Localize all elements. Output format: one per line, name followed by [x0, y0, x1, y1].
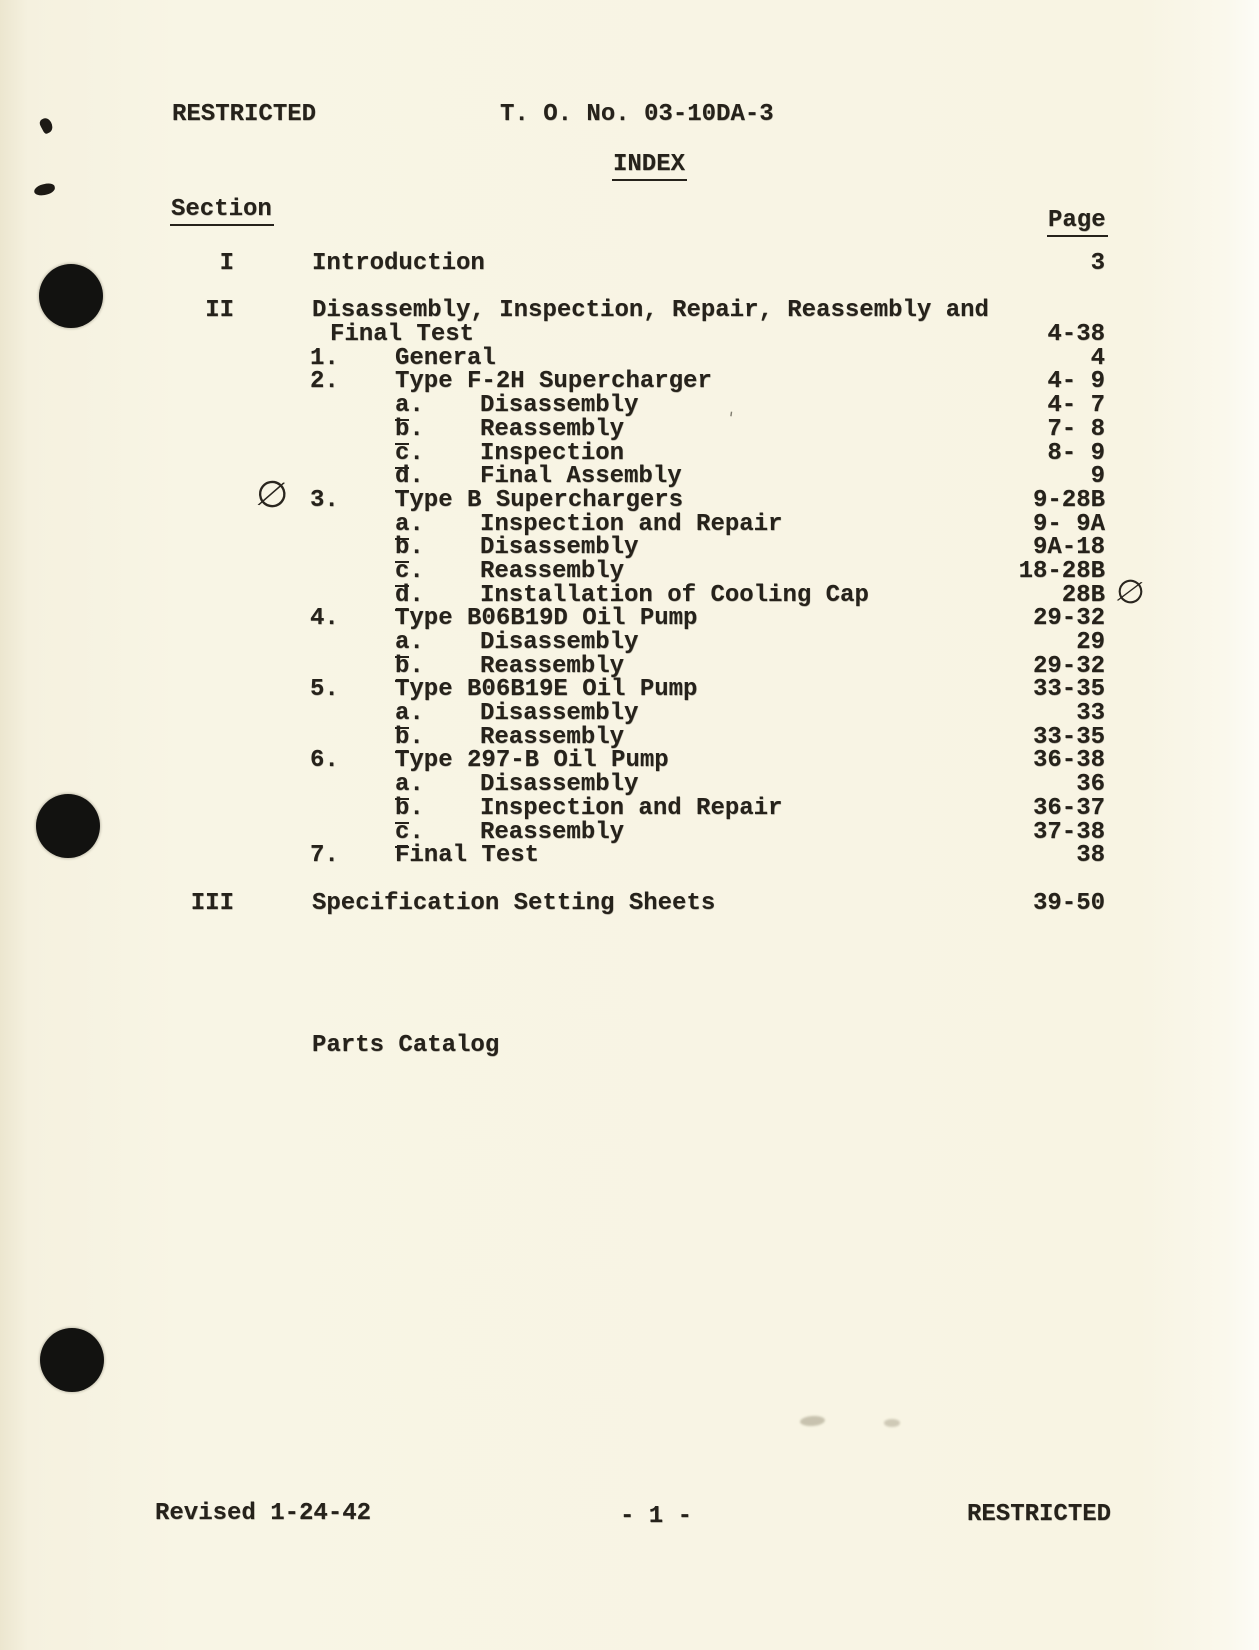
index-row: [170, 678, 1105, 702]
index-row: [170, 370, 1105, 394]
index-row: [170, 794, 1105, 822]
item-letter: b.: [395, 723, 424, 751]
page-ref: 28B: [1061, 581, 1105, 609]
index-entry: [310, 678, 975, 702]
page-ref: 4- 7: [1047, 392, 1105, 420]
index-entry: [310, 607, 975, 631]
index-row: [170, 252, 1105, 276]
index-blank-row: [170, 963, 1105, 987]
page-ref: 9-28B: [1032, 486, 1105, 514]
section-numeral: [170, 702, 310, 726]
page-column-header: Page: [1047, 209, 1108, 237]
item-letter: b.: [395, 652, 424, 680]
index-entry: [310, 844, 975, 868]
index-entry: [310, 818, 975, 846]
index-row: [170, 723, 1105, 751]
item-title: General: [395, 344, 496, 372]
item-title: Introduction: [312, 250, 485, 277]
item-number: 5.: [310, 676, 339, 704]
item-letter-char: a: [395, 392, 410, 420]
index-row: [170, 652, 1105, 680]
item-title: Reassembly: [480, 652, 625, 680]
classification-top: RESTRICTED: [172, 101, 317, 128]
page-ref: 3: [1090, 250, 1105, 277]
item-letter-char: b: [395, 415, 410, 443]
page-ref: 36-38: [1032, 747, 1105, 775]
hole-punch-middle: [36, 794, 100, 858]
index-row: [170, 510, 1105, 538]
index-row: [170, 702, 1105, 726]
index-row: [170, 749, 1105, 773]
index-row: [170, 394, 1105, 418]
page-ref: 39-50: [1032, 889, 1105, 917]
index-row: [170, 465, 1105, 489]
item-letter-char: a: [395, 771, 410, 799]
item-letter-char: b: [395, 534, 410, 562]
index-row: [170, 323, 1105, 347]
index-row: [170, 844, 1105, 868]
index-row: [170, 1031, 1105, 1059]
item-title: Disassembly: [480, 392, 639, 420]
smudge-mark-2: [884, 1419, 900, 1427]
item-letter-char: a: [395, 700, 410, 728]
page-ref: 29-32: [1032, 605, 1105, 633]
item-title: Disassembly: [480, 534, 639, 562]
item-letter: c.: [395, 439, 424, 467]
item-title: Type 297-B Oil Pump: [395, 747, 669, 775]
item-letter-char: b: [395, 652, 410, 680]
item-letter: a.: [395, 510, 424, 538]
section-numeral: [170, 726, 310, 750]
index-entry: [310, 394, 975, 418]
page-title-wrap: [612, 153, 687, 181]
index-entry: [310, 749, 975, 773]
handwritten-phi-mark: ∅: [1111, 568, 1150, 614]
item-letter: a.: [395, 700, 424, 728]
item-letter-char: d: [395, 463, 410, 491]
section-numeral: [170, 323, 310, 347]
section-numeral: [170, 821, 310, 845]
section-numeral: [170, 844, 310, 868]
index-blank-row: [170, 939, 1105, 963]
index-row: [170, 818, 1105, 846]
page-ref: 29-32: [1032, 652, 1105, 680]
item-title: Reassembly: [480, 557, 625, 585]
item-title: Disassembly: [480, 771, 639, 799]
classification-bottom: RESTRICTED: [967, 1501, 1112, 1528]
page-column-header-wrap: [1047, 209, 1108, 237]
item-title: Disassembly: [480, 700, 639, 728]
page-ref: 29: [1076, 629, 1105, 656]
item-title: Reassembly: [480, 723, 625, 751]
doc-number: T. O. No. 03-10DA-3: [500, 101, 774, 128]
item-letter-char: c: [395, 557, 410, 585]
item-letter-char: b: [395, 723, 410, 751]
page-ref: 33: [1076, 700, 1105, 728]
index-blank-row: [170, 915, 1105, 939]
section-numeral: [170, 489, 310, 513]
section-column-header-wrap: [170, 198, 274, 226]
index-entry: [310, 252, 975, 276]
section-numeral: [170, 631, 310, 655]
section-column-header: Section: [170, 198, 274, 226]
index-entry: [310, 889, 975, 917]
index-entry: [310, 510, 975, 538]
index-blank-row: [170, 986, 1105, 1010]
item-letter: a.: [395, 629, 424, 656]
item-number: 4.: [310, 605, 339, 633]
section-numeral: [170, 773, 310, 797]
section-numeral: [170, 394, 310, 418]
index-blank-row: [170, 276, 1105, 300]
index-row: [170, 773, 1105, 797]
item-letter-char: a: [395, 510, 410, 538]
section-numeral: [170, 749, 310, 773]
item-title: Reassembly: [480, 415, 625, 443]
page-ref: 36-37: [1032, 794, 1105, 822]
index-entry: [310, 794, 975, 822]
section-numeral: [170, 560, 310, 584]
item-letter-char: c: [395, 818, 410, 846]
item-number: 6.: [310, 747, 339, 775]
index-blank-row: [170, 868, 1105, 892]
item-letter: b.: [395, 794, 424, 822]
index-entry: [310, 557, 975, 585]
item-letter: b.: [395, 415, 424, 443]
index-row: [170, 607, 1105, 631]
item-letter-char: d: [395, 581, 410, 609]
ink-blot-2: [33, 182, 55, 196]
footer-revised-date: Revised 1-24-42: [155, 1500, 372, 1527]
page-ref: 37-38: [1032, 818, 1105, 846]
item-title: Specification Setting Sheets: [312, 889, 716, 917]
item-letter: d.: [395, 463, 424, 491]
page-ref: [989, 299, 1119, 323]
page-ref: 9: [1090, 463, 1105, 491]
section-numeral: [170, 584, 310, 608]
item-letter: a.: [395, 392, 424, 420]
index-entry: [310, 299, 989, 323]
footer-page-number: - 1 -: [620, 1503, 693, 1530]
page-ref: 7- 8: [1047, 415, 1105, 443]
item-title: Type B06B19D Oil Pump: [395, 605, 698, 633]
item-letter: b.: [395, 534, 424, 562]
index-row: [170, 631, 1105, 655]
page-ref: 36: [1076, 771, 1105, 799]
index-row: [170, 299, 1105, 323]
index-row: [170, 889, 1105, 917]
section-numeral: [170, 536, 310, 560]
stray-ink-tick: ': [726, 408, 735, 430]
section-numeral: [170, 607, 310, 631]
index-entry: [310, 439, 975, 467]
page-ref: [975, 1034, 1105, 1058]
item-number: 7.: [310, 842, 339, 870]
section-numeral: I: [219, 250, 234, 277]
section-numeral: III: [190, 889, 234, 917]
page-ref: 38: [1076, 842, 1105, 870]
smudge-mark-1: [800, 1415, 826, 1427]
section-numeral: [170, 347, 310, 371]
index-entry: [310, 486, 975, 514]
index-row: [170, 439, 1105, 467]
index-entry: [310, 631, 975, 655]
index-row: [170, 344, 1105, 372]
page-title: INDEX: [612, 153, 687, 181]
index-entry: [310, 773, 975, 797]
item-title: Inspection: [480, 439, 625, 467]
item-letter-char: a: [395, 629, 410, 656]
section-numeral: [170, 1034, 310, 1058]
item-title: Reassembly: [480, 818, 625, 846]
index-blank-row: [170, 1010, 1105, 1034]
index-entry: [310, 702, 975, 726]
section-numeral: [170, 797, 310, 821]
item-title: Final Test: [395, 842, 540, 870]
hole-punch-bottom: [40, 1328, 104, 1392]
index-entry: [310, 323, 975, 347]
index-entry: [310, 723, 975, 751]
index-entry: [310, 344, 975, 372]
handwritten-phi-mark: ∅: [252, 470, 292, 519]
item-number: 3.: [310, 486, 339, 514]
item-title: Final Test: [330, 321, 475, 349]
page-ref: 4-38: [1047, 321, 1105, 349]
item-letter: c.: [395, 557, 424, 585]
item-title: Type B06B19E Oil Pump: [395, 676, 698, 704]
item-number: 1.: [310, 344, 339, 372]
section-numeral: [170, 678, 310, 702]
item-title: Final Assembly: [480, 463, 682, 491]
index-entry: [310, 652, 975, 680]
page-ref: 4- 9: [1047, 368, 1105, 396]
page-ref: 18-28B: [1018, 557, 1105, 585]
section-numeral: [170, 442, 310, 466]
index-rows: [170, 250, 1150, 1059]
item-title: Inspection and Repair: [480, 510, 783, 538]
item-title: Parts Catalog: [312, 1031, 500, 1059]
page-ref: 33-35: [1032, 676, 1105, 704]
section-numeral: II: [205, 297, 234, 325]
item-letter: c.: [395, 818, 424, 846]
item-title: Disassembly, Inspection, Repair, Reassembly and: [312, 297, 989, 325]
section-numeral: [170, 655, 310, 679]
item-title: Disassembly: [480, 629, 639, 656]
page-ref: 9A-18: [1032, 534, 1105, 562]
page-ref: 4: [1090, 344, 1105, 372]
item-title: Type F-2H Supercharger: [395, 368, 712, 396]
item-letter-char: b: [395, 794, 410, 822]
index-entry: [310, 370, 975, 394]
index-entry: [310, 536, 975, 560]
item-letter-char: c: [395, 439, 410, 467]
item-title: Installation of Cooling Cap: [480, 581, 869, 609]
index-row: [170, 536, 1105, 560]
index-entry: [310, 415, 975, 443]
index-row: [170, 557, 1105, 585]
index-entry: [310, 465, 975, 489]
item-title: Type B Superchargers: [395, 486, 684, 514]
page-ref: 33-35: [1032, 723, 1105, 751]
ink-blot-1: [38, 116, 55, 134]
hole-punch-top: [39, 264, 103, 328]
item-letter: a.: [395, 771, 424, 799]
page-ref: 8- 9: [1047, 439, 1105, 467]
index-entry: [310, 1031, 975, 1059]
section-numeral: [170, 513, 310, 537]
item-title: Inspection and Repair: [480, 794, 783, 822]
item-number: 2.: [310, 368, 339, 396]
section-numeral: [170, 418, 310, 442]
item-letter: d.: [395, 581, 424, 609]
index-row: [170, 415, 1105, 443]
page-ref: 9- 9A: [1032, 510, 1105, 538]
index-entry: [310, 581, 975, 609]
section-numeral: [170, 370, 310, 394]
